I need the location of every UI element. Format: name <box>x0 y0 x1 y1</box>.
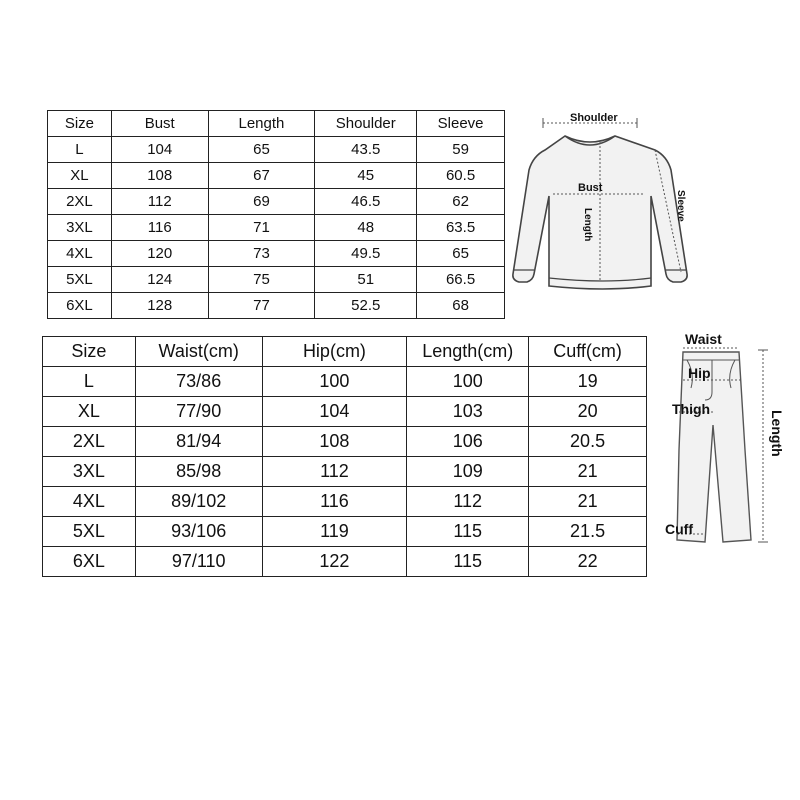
length-label: Length <box>582 208 593 242</box>
column-header: Hip(cm) <box>262 337 407 367</box>
hip-label: Hip <box>688 365 711 381</box>
measurement-cell: 75 <box>208 267 315 293</box>
waist-label: Waist <box>685 331 722 347</box>
table-row <box>43 397 647 427</box>
measurement-cell: 46.5 <box>315 189 417 215</box>
column-header: Bust <box>111 111 208 137</box>
size-cell: 3XL <box>43 457 136 487</box>
measurement-cell: 124 <box>111 267 208 293</box>
size-cell: XL <box>43 397 136 427</box>
shoulder-label: Shoulder <box>570 112 618 124</box>
size-cell: 4XL <box>48 241 112 267</box>
measurement-cell: 51 <box>315 267 417 293</box>
measurement-cell: 103 <box>407 397 529 427</box>
measurement-cell: 69 <box>208 189 315 215</box>
table-row <box>48 267 505 293</box>
length-label: Length <box>769 410 785 457</box>
measurement-cell: 112 <box>111 189 208 215</box>
table-row <box>48 163 505 189</box>
measurement-cell: 89/102 <box>135 487 262 517</box>
measurement-cell: 60.5 <box>417 163 505 189</box>
measurement-cell: 115 <box>407 547 529 577</box>
measurement-cell: 68 <box>417 293 505 319</box>
table-row <box>48 241 505 267</box>
measurement-cell: 20 <box>529 397 647 427</box>
table-row <box>48 137 505 163</box>
measurement-cell: 19 <box>529 367 647 397</box>
table-row <box>48 215 505 241</box>
column-header: Shoulder <box>315 111 417 137</box>
pants-size-table <box>42 336 647 577</box>
measurement-cell: 20.5 <box>529 427 647 457</box>
column-header: Sleeve <box>417 111 505 137</box>
measurement-cell: 128 <box>111 293 208 319</box>
column-header: Length <box>208 111 315 137</box>
table-row <box>43 517 647 547</box>
table-row <box>43 547 647 577</box>
column-header: Size <box>48 111 112 137</box>
measurement-cell: 115 <box>407 517 529 547</box>
measurement-cell: 81/94 <box>135 427 262 457</box>
measurement-cell: 73 <box>208 241 315 267</box>
size-cell: XL <box>48 163 112 189</box>
size-cell: L <box>43 367 136 397</box>
measurement-cell: 59 <box>417 137 505 163</box>
measurement-cell: 116 <box>262 487 407 517</box>
column-header: Waist(cm) <box>135 337 262 367</box>
size-cell: 5XL <box>43 517 136 547</box>
pants-measurement-diagram <box>655 330 790 555</box>
measurement-cell: 77/90 <box>135 397 262 427</box>
measurement-cell: 22 <box>529 547 647 577</box>
measurement-cell: 122 <box>262 547 407 577</box>
table-header-row <box>48 111 505 137</box>
table-row <box>43 457 647 487</box>
measurement-cell: 108 <box>262 427 407 457</box>
measurement-cell: 67 <box>208 163 315 189</box>
thigh-label: Thigh <box>672 401 711 417</box>
size-cell: 4XL <box>43 487 136 517</box>
table-row <box>43 427 647 457</box>
table-header-row <box>43 337 647 367</box>
measurement-cell: 63.5 <box>417 215 505 241</box>
measurement-cell: 119 <box>262 517 407 547</box>
measurement-cell: 21 <box>529 487 647 517</box>
measurement-cell: 100 <box>407 367 529 397</box>
size-cell: 5XL <box>48 267 112 293</box>
column-header: Size <box>43 337 136 367</box>
measurement-cell: 104 <box>111 137 208 163</box>
measurement-cell: 49.5 <box>315 241 417 267</box>
measurement-cell: 97/110 <box>135 547 262 577</box>
measurement-cell: 73/86 <box>135 367 262 397</box>
table-row <box>48 189 505 215</box>
measurement-cell: 108 <box>111 163 208 189</box>
measurement-cell: 66.5 <box>417 267 505 293</box>
measurement-cell: 116 <box>111 215 208 241</box>
measurement-cell: 112 <box>262 457 407 487</box>
measurement-cell: 106 <box>407 427 529 457</box>
shirt-size-table <box>47 110 505 319</box>
measurement-cell: 65 <box>208 137 315 163</box>
column-header: Cuff(cm) <box>529 337 647 367</box>
size-cell: 2XL <box>43 427 136 457</box>
shirt-measurement-diagram <box>505 104 695 304</box>
measurement-cell: 45 <box>315 163 417 189</box>
sleeve-label: Sleeve <box>675 190 686 222</box>
size-cell: 6XL <box>48 293 112 319</box>
measurement-cell: 104 <box>262 397 407 427</box>
measurement-cell: 43.5 <box>315 137 417 163</box>
measurement-cell: 112 <box>407 487 529 517</box>
size-cell: L <box>48 137 112 163</box>
table-row <box>48 293 505 319</box>
measurement-cell: 62 <box>417 189 505 215</box>
measurement-cell: 85/98 <box>135 457 262 487</box>
measurement-cell: 65 <box>417 241 505 267</box>
size-cell: 6XL <box>43 547 136 577</box>
measurement-cell: 109 <box>407 457 529 487</box>
measurement-cell: 120 <box>111 241 208 267</box>
shirt-illustration <box>505 104 695 304</box>
measurement-cell: 48 <box>315 215 417 241</box>
size-cell: 3XL <box>48 215 112 241</box>
measurement-cell: 100 <box>262 367 407 397</box>
cuff-label: Cuff <box>665 521 693 537</box>
table-row <box>43 367 647 397</box>
measurement-cell: 71 <box>208 215 315 241</box>
column-header: Length(cm) <box>407 337 529 367</box>
measurement-cell: 21 <box>529 457 647 487</box>
bust-label: Bust <box>578 182 603 194</box>
measurement-cell: 93/106 <box>135 517 262 547</box>
measurement-cell: 52.5 <box>315 293 417 319</box>
size-cell: 2XL <box>48 189 112 215</box>
measurement-cell: 21.5 <box>529 517 647 547</box>
table-row <box>43 487 647 517</box>
measurement-cell: 77 <box>208 293 315 319</box>
